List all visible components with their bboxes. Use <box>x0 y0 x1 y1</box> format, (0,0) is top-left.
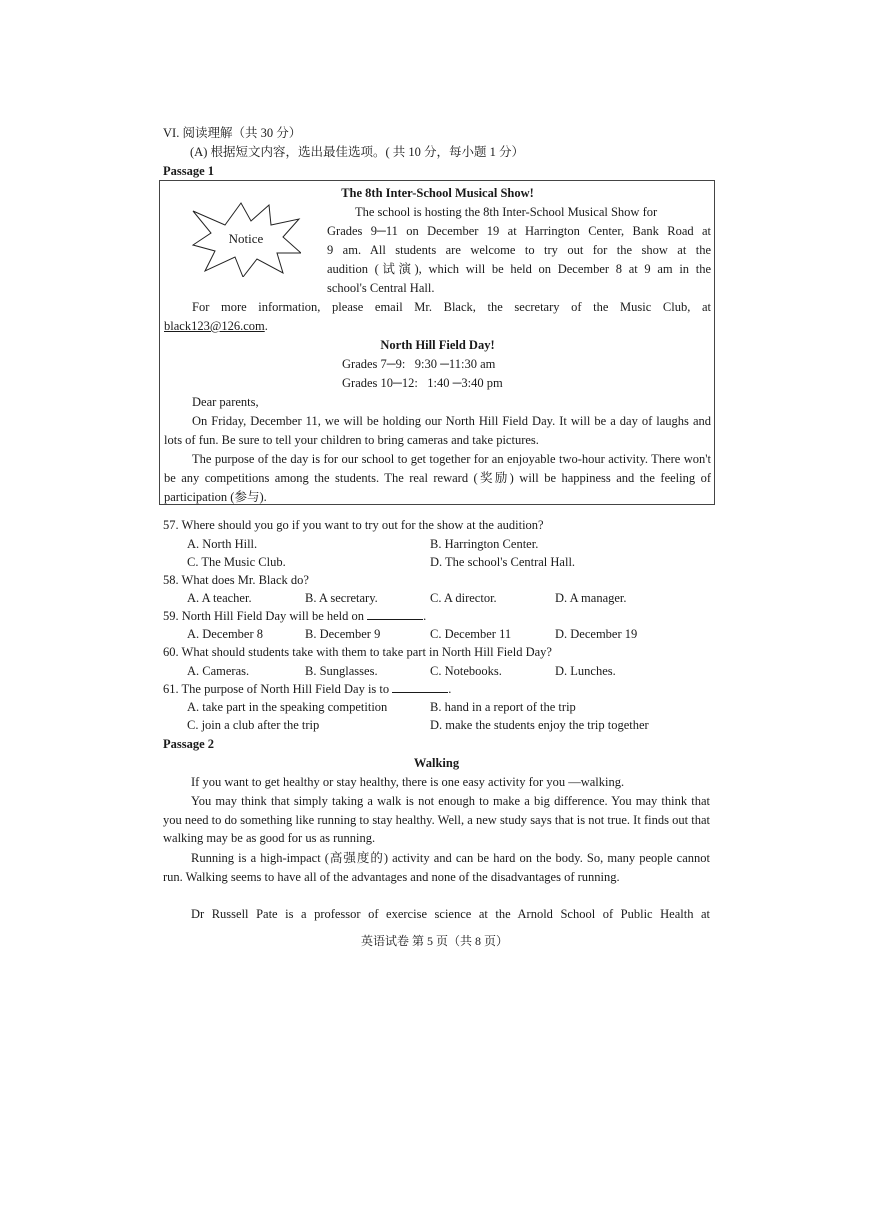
q59-option-a[interactable]: A. December 8 <box>187 627 264 641</box>
passage-1-box <box>159 180 715 505</box>
q59-stem: 59. North Hill Field Day will be held on <box>163 609 365 623</box>
passage-1-label: Passage 1 <box>163 164 215 178</box>
email-line <box>164 317 711 336</box>
show-line-5: school's Central Hall. <box>327 281 435 295</box>
notice-burst <box>191 201 301 283</box>
passage-2-paragraph-1: If you want to get healthy or stay healthy, there is one easy activity for you —walking. <box>191 775 625 789</box>
email-tail: . <box>264 319 268 333</box>
passage-2-paragraph-2: You may think that simply taking a walk is not enough to make a big difference. You may think that you need to do something like running to stay healthy. Well, a new study says that is not true. It finds out that walking may be as good for us as running. <box>163 794 710 846</box>
q60-option-c[interactable]: C. Notebooks. <box>430 664 502 678</box>
q61-option-d[interactable]: D. make the students enjoy the trip together <box>430 718 649 732</box>
show-line-4: audition (试演), which will be held on December 8 at 9 am in the <box>327 262 711 276</box>
q59-option-b[interactable]: B. December 9 <box>305 627 381 641</box>
field-day-paragraph-2: The purpose of the day is for our school to get together for an enjoyable two-hour activity. There won't be any competitions among the students. The real reward (奖励) will be happiness and the feeling of participation (参与). <box>164 452 711 504</box>
q58-option-b[interactable]: B. A secretary. <box>305 591 378 605</box>
question-57: 57. Where should you go if you want to try out for the show at the audition? <box>163 518 544 532</box>
greeting: Dear parents, <box>192 395 259 409</box>
email-link[interactable]: black123@126.com <box>164 319 265 333</box>
q59-option-c[interactable]: C. December 11 <box>430 627 512 641</box>
page-footer: 英语试卷 第 5 页（共 8 页） <box>360 934 508 948</box>
question-58: 58. What does Mr. Black do? <box>163 573 309 587</box>
passage-2-paragraph-3: Running is a high-impact (高强度的) activity and can be hard on the body. So, many people cannot run. Walking seems to have all of the advantages and none of the disadvantages of running. <box>163 851 710 884</box>
section-instructions: (A) 根据短文内容，选出最佳选项。( 共 10 分，每小题 1 分） <box>190 145 525 159</box>
q57-option-d[interactable]: D. The school's Central Hall. <box>430 555 576 569</box>
notice-label: Notice <box>228 231 264 246</box>
q60-option-b[interactable]: B. Sunglasses. <box>305 664 378 678</box>
passage-2-title: Walking <box>413 756 460 770</box>
q59-option-d[interactable]: D. December 19 <box>555 627 638 641</box>
show-title: The 8th Inter-School Musical Show! <box>341 186 534 200</box>
q61-option-b[interactable]: B. hand in a report of the trip <box>430 700 576 714</box>
question-60: 60. What should students take with them to take part in North Hill Field Day? <box>163 645 552 659</box>
field-day-title: North Hill Field Day! <box>380 338 495 352</box>
q57-option-a[interactable]: A. North Hill. <box>187 537 258 551</box>
info-line: For more information, please email Mr. Black, the secretary of the Music Club, at <box>192 300 711 314</box>
q60-option-a[interactable]: A. Cameras. <box>187 664 250 678</box>
section-title: VI. 阅读理解（共 30 分） <box>163 126 302 140</box>
q58-option-d[interactable]: D. A manager. <box>555 591 627 605</box>
q61-tail: . <box>448 682 452 696</box>
q58-option-a[interactable]: A. A teacher. <box>187 591 252 605</box>
schedule-row-1: Grades 7─9: 9:30 ─11:30 am <box>342 357 496 371</box>
show-line-3: 9 am. All students are welcome to try out for the show at the <box>327 243 711 257</box>
q61-option-c[interactable]: C. join a club after the trip <box>187 718 320 732</box>
q58-option-c[interactable]: C. A director. <box>430 591 497 605</box>
q60-option-d[interactable]: D. Lunches. <box>555 664 616 678</box>
q61-blank <box>392 681 448 693</box>
q61-stem: 61. The purpose of North Hill Field Day is to <box>163 682 390 696</box>
passage-2-paragraph-4: Dr Russell Pate is a professor of exercise science at the Arnold School of Public Health at <box>191 907 710 921</box>
show-line-1: The school is hosting the 8th Inter-School Musical Show for <box>355 205 658 219</box>
field-day-paragraph-1: On Friday, December 11, we will be holding our North Hill Field Day. It will be a day of laughs and lots of fun. Be sure to tell your children to bring cameras and take pictures. <box>164 414 711 447</box>
passage-2-label: Passage 2 <box>163 737 215 751</box>
q59-tail: . <box>423 609 427 623</box>
question-59 <box>163 607 723 625</box>
question-61 <box>163 680 723 698</box>
show-line-2: Grades 9─11 on December 19 at Harrington Center, Bank Road at <box>327 224 711 238</box>
schedule-row-2: Grades 10─12: 1:40 ─3:40 pm <box>342 376 503 390</box>
q59-blank <box>367 608 423 620</box>
q61-option-a[interactable]: A. take part in the speaking competition <box>187 700 388 714</box>
q57-option-b[interactable]: B. Harrington Center. <box>430 537 539 551</box>
q57-option-c[interactable]: C. The Music Club. <box>187 555 286 569</box>
